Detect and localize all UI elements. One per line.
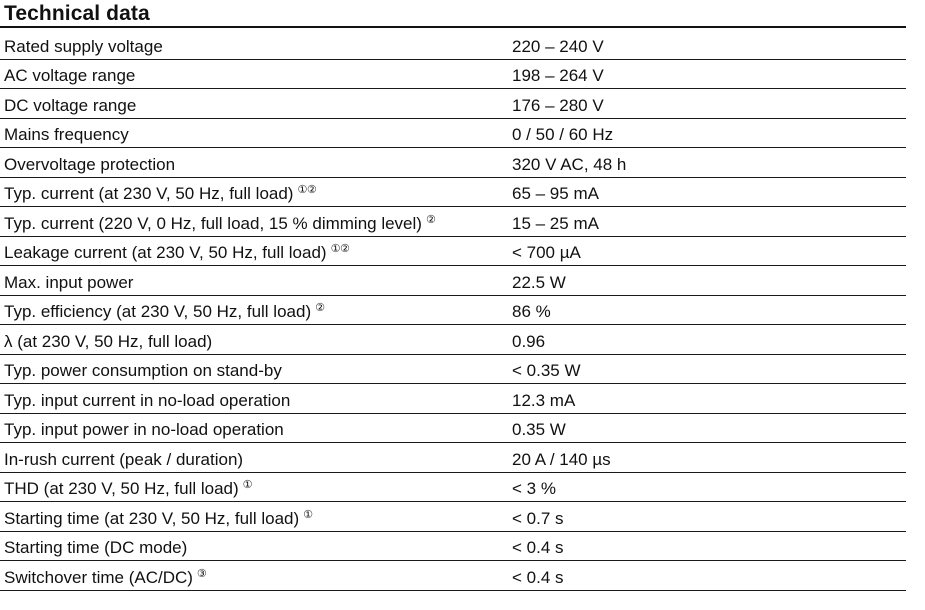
row-value: 86 % [512,302,551,321]
footnote-marker: ①② [297,184,317,196]
title-divider [0,26,906,28]
row-value: 0.96 [512,331,546,351]
table-row [0,443,906,473]
table-row [0,561,906,591]
row-label: In-rush current (peak / duration) [4,449,244,469]
spec-table [0,30,906,591]
table-row [0,119,906,149]
row-value: 20 A / 140 µs [512,449,611,469]
table-row [0,384,906,414]
table-row [0,148,906,178]
row-label: Typ. current (at 230 V, 50 Hz, full load) ①② [4,184,317,203]
footnote-marker: ② [425,213,436,226]
row-label: Typ. power consumption on stand-by [4,361,282,380]
row-label: Starting time (DC mode) [4,538,188,557]
row-label: Overvoltage protection [4,154,176,174]
table-row [0,414,906,444]
row-label: λ (at 230 V, 50 Hz, full load) [4,331,213,351]
row-value: < 0.7 s [512,508,564,528]
row-label: Max. input power [4,272,134,292]
row-value: < 700 µA [512,243,581,262]
row-label: AC voltage range [4,66,136,85]
footnote-marker: ③ [196,567,207,580]
row-label: Starting time (at 230 V, 50 Hz, full load) ① [4,508,313,528]
row-label: Rated supply voltage [4,36,163,56]
row-value: 198 – 264 V [512,66,604,85]
row-value: 65 – 95 mA [512,184,599,203]
row-value: < 0.35 W [512,361,581,380]
row-value: < 0.4 s [512,567,564,587]
row-value: 176 – 280 V [512,95,604,115]
footnote-marker: ① [242,479,253,491]
table-row [0,237,906,267]
row-label: Typ. current (220 V, 0 Hz, full load, 15 % dimming level) ② [4,213,436,233]
table-row [0,266,906,296]
row-value: 12.3 mA [512,390,576,410]
row-label: Mains frequency [4,125,129,144]
table-row [0,532,906,562]
row-label: Typ. input power in no-load operation [4,420,284,439]
table-row [0,473,906,503]
table-row [0,355,906,385]
table-row [0,325,906,355]
table-row [0,296,906,326]
row-value: 22.5 W [512,272,566,292]
footnote-marker: ① [303,508,313,521]
table-row [0,207,906,237]
row-value: 0 / 50 / 60 Hz [512,125,614,144]
row-label: Typ. efficiency (at 230 V, 50 Hz, full load) ② [4,302,325,321]
footnote-marker: ② [315,302,325,314]
table-row [0,502,906,532]
row-value: 15 – 25 mA [512,213,599,233]
table-row [0,89,906,119]
table-row [0,60,906,90]
row-label: DC voltage range [4,95,137,115]
table-row [0,178,906,208]
row-value: 220 – 240 V [512,36,604,56]
row-label: Leakage current (at 230 V, 50 Hz, full load) ①② [4,243,350,262]
row-value: 0.35 W [512,420,566,439]
table-row [0,30,906,60]
row-value: < 0.4 s [512,538,564,557]
row-label: Switchover time (AC/DC) ③ [4,567,207,587]
section-title: Technical data [4,2,150,25]
footnote-marker: ①② [330,243,350,255]
row-label: THD (at 230 V, 50 Hz, full load) ① [4,479,253,498]
row-value: 320 V AC, 48 h [512,154,627,174]
row-label: Typ. input current in no-load operation [4,390,291,410]
row-value: < 3 % [512,479,556,498]
